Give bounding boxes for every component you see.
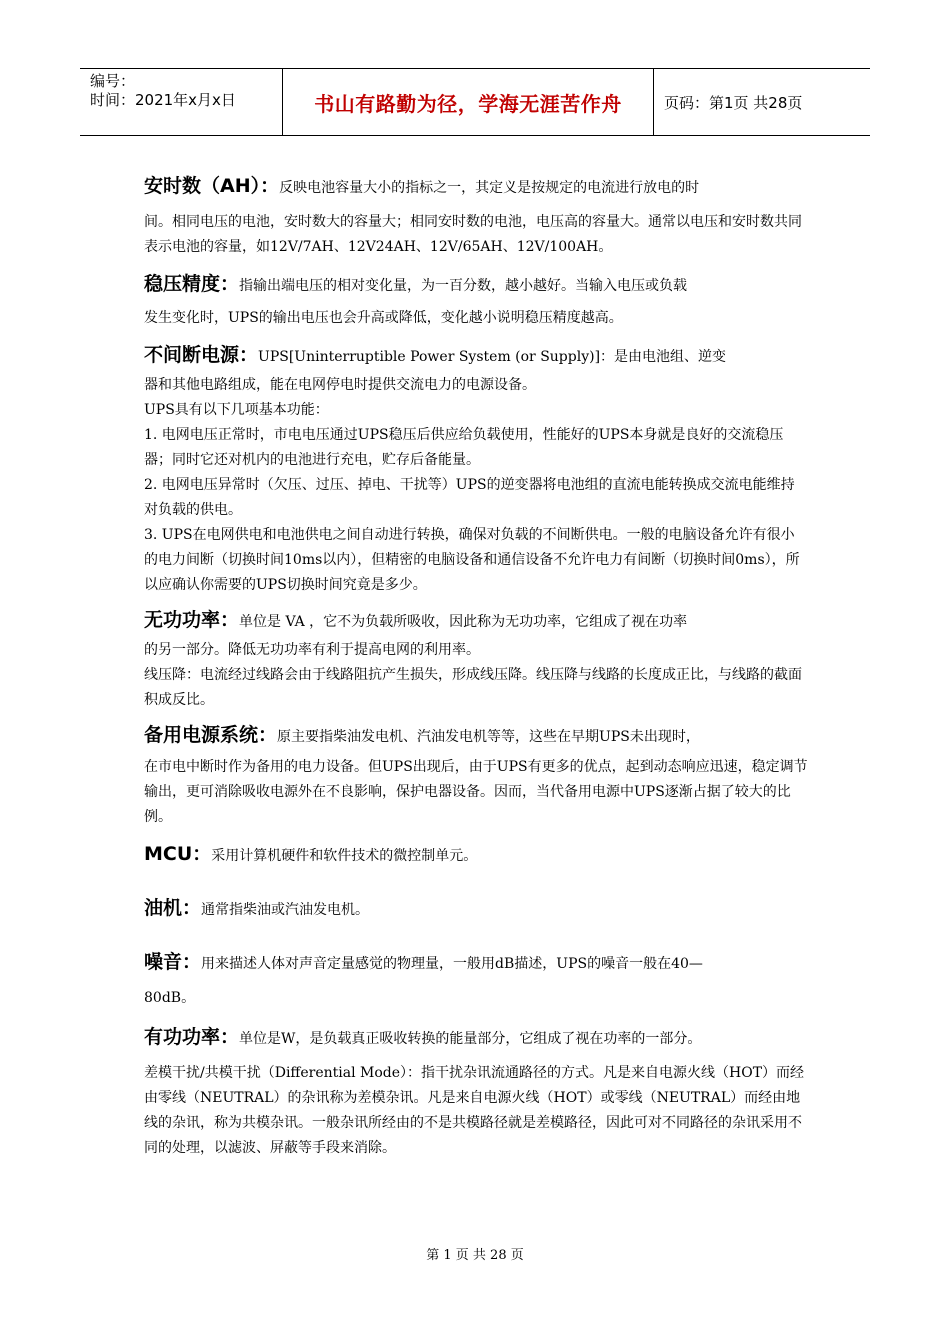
section-oil-paragraph	[144, 892, 808, 926]
section-regulation-line1: 指输出端电压的相对变化量，为一百分数，越小越好。当输入电压或负载	[239, 278, 688, 294]
section-ah-rest: 间。相同电压的电池，安时数大的容量大；相同安时数的电池，电压高的容量大。通常以电压和安时数共同表示电池的容量，如12V/7AH、12V24AH、12V/65AH、12V/100AH。	[144, 214, 802, 255]
section-ups-rest: 器和其他电路组成，能在电网停电时提供交流电力的电源设备。	[144, 377, 536, 393]
ups-function-item-1: 1. 电网电压正常时，市电电压通过UPS稳压后供应给负载使用，性能好的UPS本身就是良好的交流稳压器；同时它还对机内的电池进行充电，贮存后备能量。	[144, 427, 784, 468]
document-date-label: 时间：2021年x月x日	[90, 91, 236, 109]
section-ah-line1: 反映电池容量大小的指标之一，其定义是按规定的电流进行放电的时	[279, 180, 700, 196]
section-regulation	[144, 268, 808, 331]
section-active-paragraph	[144, 1021, 808, 1055]
section-ups-paragraph	[144, 339, 808, 373]
section-active	[144, 1021, 808, 1055]
section-backup-rest: 在市电中断时作为备用的电力设备。但UPS出现后，由于UPS有更多的优点，起到动态响应迅速，稳定调节输出，更可消除吸收电源外在不良影响，保护电器设备。因而，当代备用电源中UPS逐渐占据了较大的比例。	[144, 759, 808, 825]
term-backup: 备用电源系统：	[144, 724, 278, 746]
section-oil	[144, 892, 808, 926]
section-noise-paragraph	[144, 946, 808, 980]
page-footer: 第 1 页 共 28 页	[426, 1248, 524, 1263]
page-header	[80, 68, 870, 136]
section-backup-line1: 原主要指柴油发电机、汽油发电机等等，这些在早期UPS未出现时，	[277, 729, 700, 745]
section-ups-line1: UPS[Uninterruptible Power System (or Supply)]：是由电池组、逆变	[258, 349, 727, 365]
section-mcu-line1: 采用计算机硬件和软件技术的微控制单元。	[211, 848, 478, 864]
header-meta-cell	[80, 69, 283, 135]
header-page-cell	[654, 69, 870, 135]
section-ah	[144, 170, 808, 260]
ups-function-item-2: 2. 电网电压异常时（欠压、过压、掉电、干扰等）UPS的逆变器将电池组的直流电能转换成交流电能维持对负载的供电。	[144, 477, 795, 518]
term-mcu: MCU：	[144, 843, 212, 865]
section-oil-line1: 通常指柴油或汽油发电机。	[201, 902, 370, 918]
section-ah-paragraph	[144, 170, 808, 204]
term-regulation: 稳压精度：	[144, 273, 240, 295]
document-number-label: 编号：	[90, 72, 136, 90]
header-motto: 书山有路勤为径，学海无涯苦作舟	[314, 91, 622, 116]
section-reactive-line1: 单位是 VA ，它不为负载所吸收，因此称为无功功率，它组成了视在功率	[239, 614, 688, 630]
section-regulation-paragraph	[144, 268, 808, 302]
section-ups	[144, 339, 808, 598]
term-oil: 油机：	[144, 897, 202, 919]
section-backup	[144, 719, 808, 830]
term-ups: 不间断电源：	[144, 344, 259, 366]
section-reactive-paragraph	[144, 604, 808, 638]
section-interference	[144, 1061, 808, 1161]
term-noise: 噪音：	[144, 951, 202, 973]
interference-paragraph: 差模干扰/共模干扰（Differential Mode）：指干扰杂讯流通路径的方式。凡是来自电源火线（HOT）而经由零线（NEUTRAL）的杂讯称为差模杂讯。凡是来自电源火线（HOT）或零线（NEUTRAL）而经由地线的杂讯，称为共模杂讯。一般杂讯所经由的不是共模路径就是差模路径，因此可对不同路径的杂讯采用不同的处理，以滤波、屏蔽等手段来消除。	[144, 1065, 805, 1156]
section-noise	[144, 946, 808, 1011]
section-reactive	[144, 604, 808, 713]
section-noise-rest: 80dB。	[144, 990, 196, 1006]
term-active: 有功功率：	[144, 1026, 240, 1048]
term-ah: 安时数（AH）：	[144, 175, 280, 197]
section-noise-line1: 用来描述人体对声音定量感觉的物理量，一般用dB描述，UPS的噪音一般在40—	[201, 956, 703, 972]
section-reactive-rest: 的另一部分。降低无功功率有利于提高电网的利用率。	[144, 642, 480, 658]
document-body	[144, 170, 808, 1161]
term-reactive: 无功功率：	[144, 609, 240, 631]
section-active-line1: 单位是W，是负载真正吸收转换的能量部分，它组成了视在功率的一部分。	[239, 1031, 702, 1047]
ups-functions-intro: UPS具有以下几项基本功能：	[144, 402, 329, 418]
section-mcu	[144, 838, 808, 872]
ups-function-item-3: 3. UPS在电网供电和电池供电之间自动进行转换，确保对负载的不间断供电。一般的电脑设备允许有很小的电力间断（切换时间10ms以内），但精密的电脑设备和通信设备不允许电力有间断（切换时间0ms），所以应确认你需要的UPS切换时间究竟是多少。	[144, 527, 800, 593]
header-page-info: 页码：第1页 共28页	[664, 93, 803, 112]
line-drop-paragraph: 线压降：电流经过线路会由于线路阻抗产生损失，形成线压降。线压降与线路的长度成正比，与线路的截面积成反比。	[144, 667, 802, 708]
section-backup-paragraph	[144, 719, 808, 753]
section-mcu-paragraph	[144, 838, 808, 872]
header-motto-cell	[283, 69, 654, 135]
section-regulation-rest: 发生变化时，UPS的输出电压也会升高或降低，变化越小说明稳压精度越高。	[144, 310, 623, 326]
